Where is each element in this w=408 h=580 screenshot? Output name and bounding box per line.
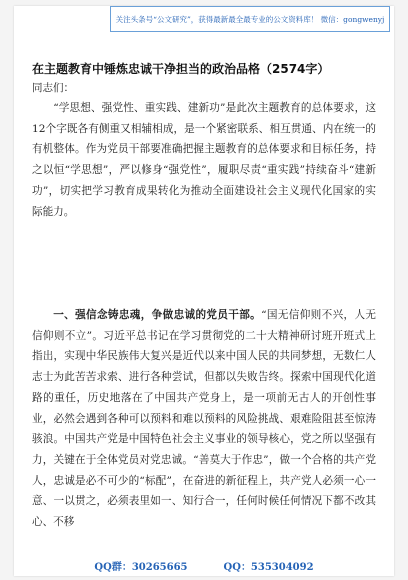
paragraph-1: “学思想、强党性、重实践、建新功”是此次主题教育的总体要求，这12个字既各有侧重又相辅相成，是一个紧密联系、相互贯通、内在统一的有机整体。作为党员干部要准确把握主题教育的总体要求和目标任务，持之以恒“学思想”，严以修身“强党性”，履职尽责“重实践”持续奋斗“建新功”，切实把学习教育成果转化为推动全面建设社会主义现代化国家的实际能力。 [32,102,376,218]
document-title: 在主题教育中锤炼忠诚干净担当的政治品格（2574字） [32,62,330,76]
section-heading: 一、强信念铸忠魂，争做忠诚的党员干部。 [53,309,262,321]
greeting: 同志们： [32,82,74,94]
paragraph-2-text: “国无信仰则不兴，人无信仰则不立”。习近平总书记在学习贯彻党的二十大精神研讨班开班式上指出，实现中华民族伟大复兴是近代以来中国人民的共同梦想，无数仁人志士为此苦苦求索、进行各种尝试，但都以失败告终。探索中国现代化道路的重任，历史地落在了中国共产党身上，是一项前无古人的开创性事业，必然会遇到各种可以预料和难以预料的风险挑战、艰难险阻甚至惊涛骇浪。中国共产党是中国特色社会主义事业的领导核心，党之所以坚强有力，关键在于全体党员对党忠诚。“善莫大于作忠”，做一个合格的共产党人，忠诚是必不可少的“标配”，在奋进的新征程上，共产党人必须一心一意、一以贯之，必须表里如一、知行合一，任何时候任何情况下都不改其心、不移 [32,309,377,529]
header-banner [110,6,390,32]
footer-qq: QQ：535304092 [223,561,314,573]
footer-qq-group: QQ群：30265665 [94,561,188,573]
paragraph-2 [32,305,376,533]
footer [0,555,408,575]
banner-text: 关注头条号“公文研究”，获得最新最全最专业的公文资料库！ 微信：gongwenyj [115,14,385,24]
